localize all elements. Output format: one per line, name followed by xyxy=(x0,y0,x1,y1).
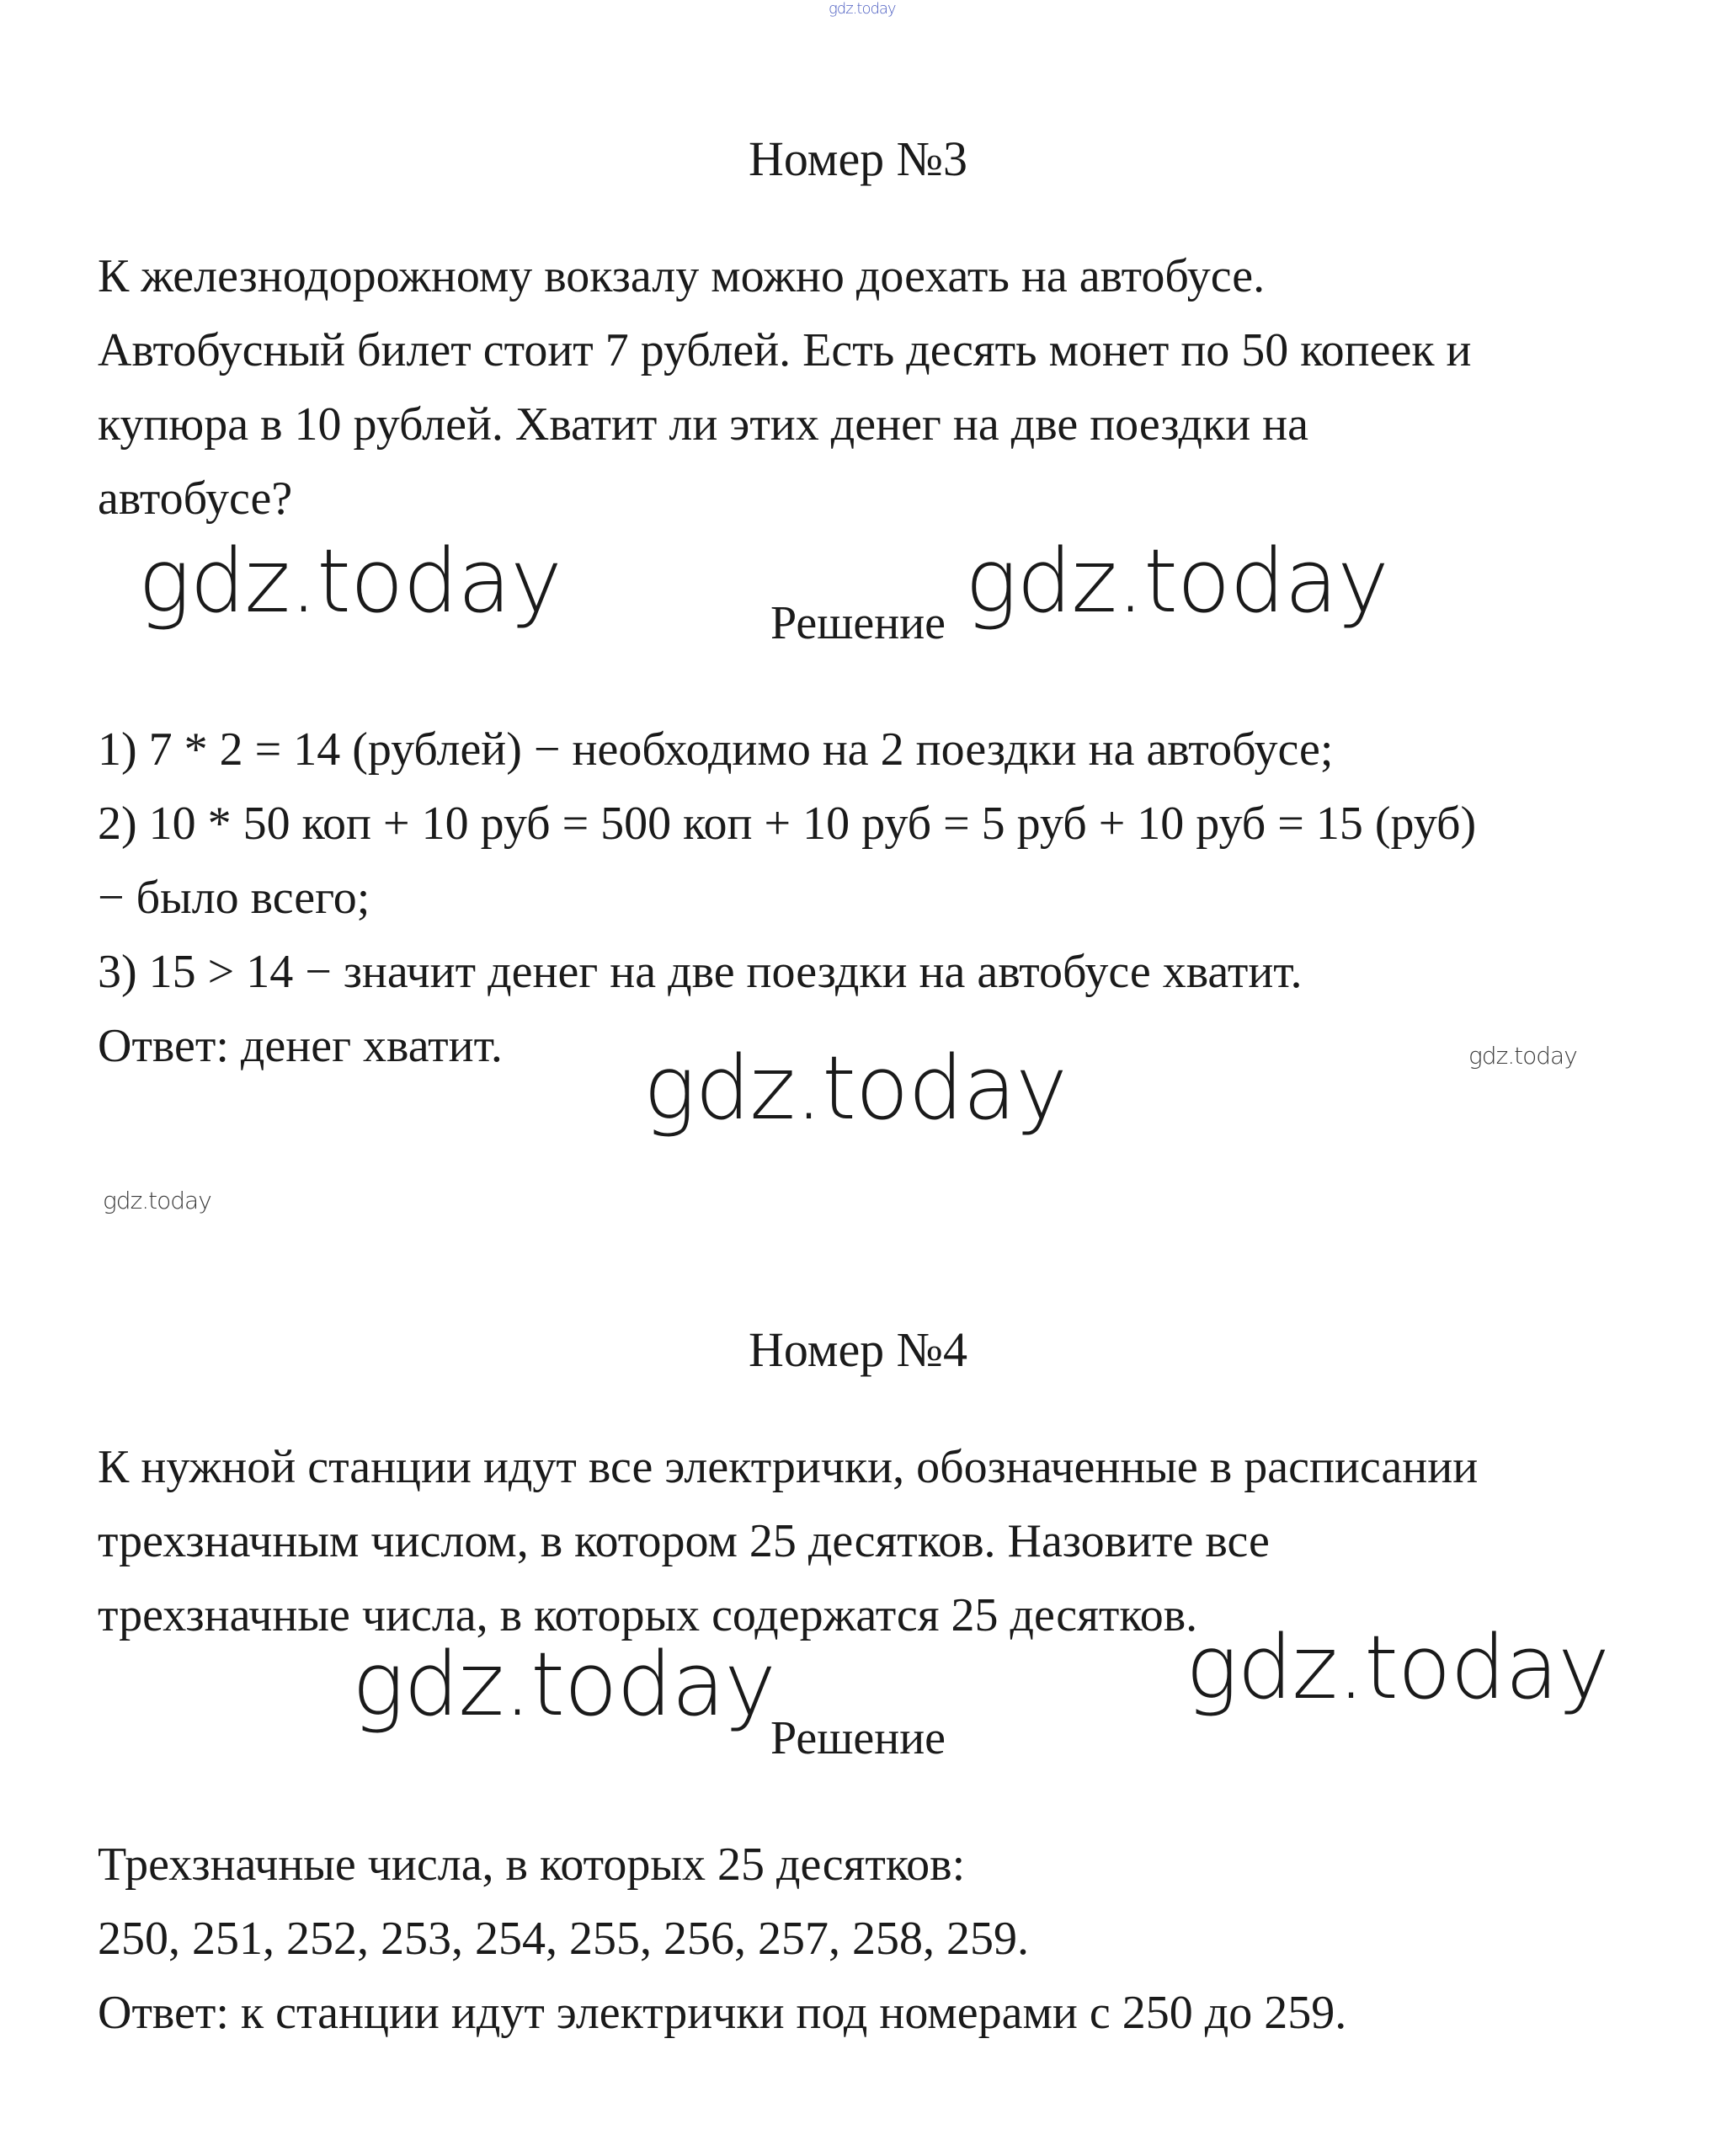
problem3-condition-line: купюра в 10 рублей. Хватит ли этих денег на две поездки на xyxy=(98,398,1308,451)
watermark-small: gdz.today xyxy=(103,1187,211,1214)
problem4-condition-line: К нужной станции идут все электрички, обозначенные в расписании xyxy=(98,1441,1479,1493)
problem4-solution-line: 250, 251, 252, 253, 254, 255, 256, 257, 258, 259. xyxy=(98,1913,1029,1965)
watermark-big: gdz.today xyxy=(352,1633,775,1736)
problem3-solution-label: Решение xyxy=(770,597,946,649)
problem3-condition-line: автобусе? xyxy=(98,472,293,525)
problem3-solution-line: − было всего; xyxy=(98,872,370,924)
watermark-big: gdz.today xyxy=(965,530,1388,632)
watermark-top: gdz.today xyxy=(829,0,896,18)
problem4-solution-line: Трехзначные числа, в которых 25 десятков: xyxy=(98,1838,966,1891)
problem3-condition xyxy=(98,239,1472,536)
problem3-solution-line: 3) 15 > 14 − значит денег на две поездки на автобусе хватит. xyxy=(98,946,1303,998)
watermark-big: gdz.today xyxy=(643,1037,1067,1139)
problem3-answer: Ответ: денег хватит. xyxy=(98,1020,503,1072)
watermark-big: gdz.today xyxy=(138,530,562,632)
problem3-solution xyxy=(98,712,1476,1083)
watermark-small: gdz.today xyxy=(1468,1042,1577,1070)
problem4-solution xyxy=(98,1828,1346,2050)
problem4-answer: Ответ: к станции идут электрички под номерами с 250 до 259. xyxy=(98,1987,1347,2039)
problem3-condition-line: Автобусный билет стоит 7 рублей. Есть десять монет по 50 копеек и xyxy=(98,324,1472,376)
problem4-condition-line: трехзначные числа, в которых содержатся 25 десятков. xyxy=(98,1589,1198,1641)
watermark-big: gdz.today xyxy=(1186,1616,1609,1719)
problem3-condition-line: К железнодорожному вокзалу можно доехать на автобусе. xyxy=(98,250,1266,302)
problem4-solution-label: Решение xyxy=(770,1712,946,1764)
problem3-solution-line: 1) 7 * 2 = 14 (рублей) − необходимо на 2 поездки на автобусе; xyxy=(98,723,1334,776)
problem3-solution-line: 2) 10 * 50 коп + 10 руб = 500 коп + 10 руб = 5 руб + 10 руб = 15 (руб) xyxy=(98,798,1477,850)
problem4-condition-line: трехзначным числом, в котором 25 десятков. Назовите все xyxy=(98,1515,1270,1567)
problem4-title: Номер №4 xyxy=(748,1322,968,1377)
problem3-title: Номер №3 xyxy=(748,131,968,186)
